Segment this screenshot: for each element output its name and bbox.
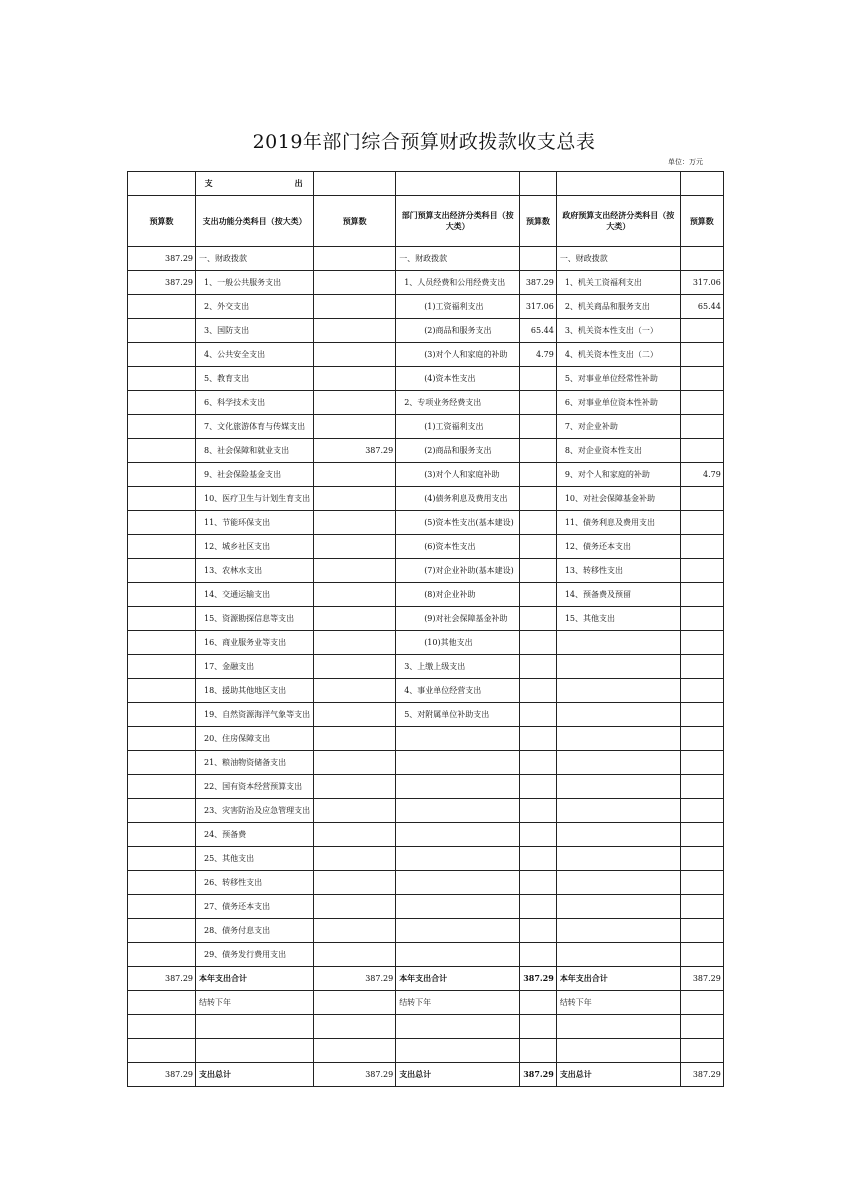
table-row — [128, 391, 724, 415]
table-cell — [128, 943, 196, 967]
table-cell — [396, 775, 520, 799]
table-cell — [128, 487, 196, 511]
table-cell — [128, 343, 196, 367]
table-cell — [314, 391, 396, 415]
table-cell — [314, 319, 396, 343]
table-cell — [314, 367, 396, 391]
table-cell: 5、对事业单位经常性补助 — [556, 367, 680, 391]
table-cell — [520, 751, 557, 775]
table-cell: 16、商业服务业等支出 — [196, 631, 314, 655]
table-row — [128, 583, 724, 607]
table-cell — [680, 751, 723, 775]
table-cell: 3、国防支出 — [196, 319, 314, 343]
table-cell: (5)资本性支出(基本建设) — [396, 511, 520, 535]
table-cell — [314, 415, 396, 439]
table-cell — [128, 391, 196, 415]
table-row — [128, 607, 724, 631]
table-cell: 12、城乡社区支出 — [196, 535, 314, 559]
table-cell — [520, 511, 557, 535]
table-cell — [680, 487, 723, 511]
table-cell — [680, 943, 723, 967]
table-cell — [520, 847, 557, 871]
table-cell — [314, 727, 396, 751]
table-cell — [128, 367, 196, 391]
table-cell: (7)对企业补助(基本建设) — [396, 559, 520, 583]
table-row — [128, 943, 724, 967]
table-cell: 15、其他支出 — [556, 607, 680, 631]
table-cell: 1、机关工资福利支出 — [556, 271, 680, 295]
header-gov: 政府预算支出经济分类科目（按大类） — [556, 196, 680, 247]
table-row — [128, 247, 724, 271]
table-cell — [556, 847, 680, 871]
table-cell — [128, 319, 196, 343]
table-cell: 29、债务发行费用支出 — [196, 943, 314, 967]
table-cell — [520, 559, 557, 583]
table-cell — [556, 679, 680, 703]
table-cell — [314, 583, 396, 607]
unit-label: 单位：万元 — [668, 158, 703, 166]
table-cell — [556, 919, 680, 943]
table-cell — [556, 727, 680, 751]
table-cell: 387.29 — [520, 271, 557, 295]
budget-table — [127, 171, 724, 1087]
table-cell: 10、对社会保障基金补助 — [556, 487, 680, 511]
header-row-1 — [128, 172, 724, 196]
table-cell: 5、对附属单位补助支出 — [396, 703, 520, 727]
table-cell: 27、债务还本支出 — [196, 895, 314, 919]
table-cell — [128, 727, 196, 751]
table-row — [128, 919, 724, 943]
table-row — [128, 751, 724, 775]
table-row — [128, 487, 724, 511]
table-row — [128, 511, 724, 535]
table-cell: 4.79 — [520, 343, 557, 367]
table-cell — [680, 319, 723, 343]
table-cell: 4、事业单位经营支出 — [396, 679, 520, 703]
table-cell — [520, 607, 557, 631]
table-cell — [128, 415, 196, 439]
table-cell: (4)债务利息及费用支出 — [396, 487, 520, 511]
table-cell: 17、金融支出 — [196, 655, 314, 679]
table-cell — [680, 727, 723, 751]
table-cell: 13、农林水支出 — [196, 559, 314, 583]
table-cell — [520, 775, 557, 799]
table-cell — [556, 943, 680, 967]
table-cell: 9、对个人和家庭的补助 — [556, 463, 680, 487]
table-row — [128, 703, 724, 727]
table-cell — [520, 895, 557, 919]
table-cell — [128, 463, 196, 487]
table-cell: 3、机关资本性支出（一） — [556, 319, 680, 343]
table-cell — [128, 535, 196, 559]
table-cell: (8)对企业补助 — [396, 583, 520, 607]
table-cell — [128, 439, 196, 463]
table-cell — [520, 247, 557, 271]
table-cell — [128, 703, 196, 727]
table-cell — [314, 823, 396, 847]
table-cell: (4)资本性支出 — [396, 367, 520, 391]
header-func: 支出功能分类科目（按大类） — [196, 196, 314, 247]
table-row — [128, 631, 724, 655]
empty-row — [128, 1039, 724, 1063]
page-title: 2019年部门综合预算财政拨款收支总表 — [252, 131, 596, 153]
header-budget: 预算数 — [128, 196, 196, 247]
table-row — [128, 463, 724, 487]
table-cell — [520, 415, 557, 439]
table-cell — [396, 847, 520, 871]
table-cell — [680, 775, 723, 799]
table-cell: 1、一般公共服务支出 — [196, 271, 314, 295]
table-cell — [680, 823, 723, 847]
table-cell — [520, 583, 557, 607]
table-cell — [314, 535, 396, 559]
table-cell — [680, 439, 723, 463]
table-row — [128, 775, 724, 799]
table-cell: (1)工资福利支出 — [396, 295, 520, 319]
table-cell: 15、资源勘探信息等支出 — [196, 607, 314, 631]
table-cell — [520, 943, 557, 967]
table-cell — [314, 775, 396, 799]
subtotal-row: 387.29 本年支出合计 387.29 本年支出合计 387.29 本年支出合计 387.29 — [128, 967, 724, 991]
table-cell — [520, 727, 557, 751]
table-cell: (2)商品和服务支出 — [396, 319, 520, 343]
table-cell — [680, 799, 723, 823]
table-cell — [556, 631, 680, 655]
table-cell: 387.29 — [128, 271, 196, 295]
table-cell: 22、国有资本经营预算支出 — [196, 775, 314, 799]
table-cell — [314, 607, 396, 631]
table-cell — [520, 823, 557, 847]
table-cell — [680, 247, 723, 271]
table-cell — [128, 511, 196, 535]
table-cell — [680, 343, 723, 367]
table-cell — [128, 775, 196, 799]
table-cell — [314, 895, 396, 919]
table-cell: 6、科学技术支出 — [196, 391, 314, 415]
table-row — [128, 415, 724, 439]
table-cell — [556, 775, 680, 799]
table-cell — [680, 415, 723, 439]
table-row — [128, 271, 724, 295]
table-cell — [680, 583, 723, 607]
table-cell — [520, 703, 557, 727]
table-cell — [556, 655, 680, 679]
table-cell: 4.79 — [680, 463, 723, 487]
table-cell — [520, 391, 557, 415]
table-row — [128, 727, 724, 751]
table-cell: (10)其他支出 — [396, 631, 520, 655]
table-cell: 5、教育支出 — [196, 367, 314, 391]
table-row — [128, 343, 724, 367]
table-cell: 12、债务还本支出 — [556, 535, 680, 559]
table-cell — [680, 631, 723, 655]
table-cell — [556, 703, 680, 727]
table-cell: 65.44 — [680, 295, 723, 319]
table-cell: 19、自然资源海洋气象等支出 — [196, 703, 314, 727]
table-cell — [128, 823, 196, 847]
table-cell — [556, 799, 680, 823]
table-cell — [314, 871, 396, 895]
table-cell — [680, 847, 723, 871]
table-cell — [556, 751, 680, 775]
table-cell: 14、预备费及预留 — [556, 583, 680, 607]
table-cell: 317.06 — [680, 271, 723, 295]
table-cell: 11、债务利息及费用支出 — [556, 511, 680, 535]
table-cell: 28、债务付息支出 — [196, 919, 314, 943]
table-cell — [128, 847, 196, 871]
table-cell: 4、公共安全支出 — [196, 343, 314, 367]
table-cell — [680, 679, 723, 703]
table-cell — [680, 391, 723, 415]
header-budget: 预算数 — [314, 196, 396, 247]
table-cell — [128, 583, 196, 607]
table-cell: (2)商品和服务支出 — [396, 439, 520, 463]
table-cell: 7、对企业补助 — [556, 415, 680, 439]
table-cell: (9)对社会保障基金补助 — [396, 607, 520, 631]
table-cell — [314, 847, 396, 871]
table-cell — [128, 919, 196, 943]
table-cell — [314, 295, 396, 319]
table-cell — [128, 799, 196, 823]
table-cell — [680, 535, 723, 559]
table-cell — [680, 895, 723, 919]
header-blank — [128, 172, 196, 196]
table-cell — [680, 703, 723, 727]
table-cell — [556, 895, 680, 919]
table-cell: 2、外交支出 — [196, 295, 314, 319]
table-cell: 20、住房保障支出 — [196, 727, 314, 751]
table-cell — [128, 295, 196, 319]
table-cell: 25、其他支出 — [196, 847, 314, 871]
table-cell — [680, 607, 723, 631]
table-cell: 9、社会保险基金支出 — [196, 463, 314, 487]
table-row — [128, 655, 724, 679]
header-expenditure: 支出 — [196, 172, 314, 196]
table-cell — [314, 703, 396, 727]
table-cell — [520, 487, 557, 511]
table-cell: 387.29 — [128, 247, 196, 271]
table-cell — [128, 871, 196, 895]
table-cell: 11、节能环保支出 — [196, 511, 314, 535]
table-cell — [520, 631, 557, 655]
table-cell: 8、社会保障和就业支出 — [196, 439, 314, 463]
table-cell — [128, 607, 196, 631]
table-cell: 23、灾害防治及应急管理支出 — [196, 799, 314, 823]
table-row — [128, 847, 724, 871]
table-cell — [520, 679, 557, 703]
table-cell: 7、文化旅游体育与传媒支出 — [196, 415, 314, 439]
table-row — [128, 559, 724, 583]
table-cell: 8、对企业资本性支出 — [556, 439, 680, 463]
table-cell: (1)工资福利支出 — [396, 415, 520, 439]
table-cell — [680, 655, 723, 679]
table-row — [128, 823, 724, 847]
header-budget: 预算数 — [520, 196, 557, 247]
table-cell: 14、交通运输支出 — [196, 583, 314, 607]
table-cell — [396, 943, 520, 967]
table-cell — [396, 799, 520, 823]
table-cell — [520, 463, 557, 487]
table-cell: 13、转移性支出 — [556, 559, 680, 583]
table-cell: (3)对个人和家庭的补助 — [396, 343, 520, 367]
table-row — [128, 679, 724, 703]
table-cell — [520, 871, 557, 895]
table-cell — [680, 871, 723, 895]
table-cell — [396, 751, 520, 775]
table-cell — [314, 679, 396, 703]
table-cell: 2、机关商品和服务支出 — [556, 295, 680, 319]
total-row: 387.29 支出总计 387.29 支出总计 387.29 支出总计 387.29 — [128, 1063, 724, 1087]
table-cell — [314, 559, 396, 583]
table-cell: 18、援助其他地区支出 — [196, 679, 314, 703]
table-cell — [128, 679, 196, 703]
table-cell — [314, 343, 396, 367]
table-cell: 24、预备费 — [196, 823, 314, 847]
table-cell — [314, 751, 396, 775]
carry-row: 结转下年 结转下年 结转下年 — [128, 991, 724, 1015]
table-cell: 387.29 — [314, 439, 396, 463]
table-row — [128, 871, 724, 895]
table-cell — [314, 919, 396, 943]
table-row — [128, 367, 724, 391]
table-cell: 10、医疗卫生与计划生育支出 — [196, 487, 314, 511]
table-cell — [128, 655, 196, 679]
table-cell: 21、粮油物资储备支出 — [196, 751, 314, 775]
table-cell: 2、专项业务经费支出 — [396, 391, 520, 415]
table-cell: 4、机关资本性支出（二） — [556, 343, 680, 367]
table-cell — [128, 895, 196, 919]
table-cell — [396, 919, 520, 943]
table-cell — [314, 487, 396, 511]
table-cell: 一、财政拨款 — [196, 247, 314, 271]
table-cell — [314, 271, 396, 295]
table-row — [128, 439, 724, 463]
table-cell: 6、对事业单位资本性补助 — [556, 391, 680, 415]
table-cell: (3)对个人和家庭补助 — [396, 463, 520, 487]
table-row — [128, 799, 724, 823]
table-row — [128, 535, 724, 559]
table-cell — [128, 631, 196, 655]
table-row — [128, 895, 724, 919]
table-cell — [314, 943, 396, 967]
table-cell — [396, 823, 520, 847]
table-cell: 3、上缴上级支出 — [396, 655, 520, 679]
table-cell: 65.44 — [520, 319, 557, 343]
table-cell: (6)资本性支出 — [396, 535, 520, 559]
table-cell — [520, 367, 557, 391]
table-cell — [314, 511, 396, 535]
header-dept: 部门预算支出经济分类科目（按大类） — [396, 196, 520, 247]
table-cell — [314, 799, 396, 823]
table-cell — [680, 367, 723, 391]
table-cell: 317.06 — [520, 295, 557, 319]
table-cell — [128, 559, 196, 583]
table-cell — [520, 799, 557, 823]
table-cell — [556, 823, 680, 847]
table-cell — [396, 871, 520, 895]
table-cell — [396, 727, 520, 751]
table-cell — [314, 247, 396, 271]
table-cell — [520, 919, 557, 943]
table-cell: 1、人员经费和公用经费支出 — [396, 271, 520, 295]
table-cell — [396, 895, 520, 919]
table-cell — [556, 871, 680, 895]
table-cell — [680, 559, 723, 583]
table-cell — [314, 655, 396, 679]
header-row-2 — [128, 196, 724, 247]
table-cell — [314, 463, 396, 487]
table-cell — [128, 751, 196, 775]
table-cell — [314, 631, 396, 655]
header-budget: 预算数 — [680, 196, 723, 247]
table-row — [128, 319, 724, 343]
table-cell — [520, 439, 557, 463]
empty-row — [128, 1015, 724, 1039]
table-cell: 一、财政拨款 — [556, 247, 680, 271]
table-cell: 26、转移性支出 — [196, 871, 314, 895]
table-cell — [680, 919, 723, 943]
table-row — [128, 295, 724, 319]
table-cell: 一、财政拨款 — [396, 247, 520, 271]
table-cell — [520, 535, 557, 559]
table-cell — [680, 511, 723, 535]
table-cell — [520, 655, 557, 679]
